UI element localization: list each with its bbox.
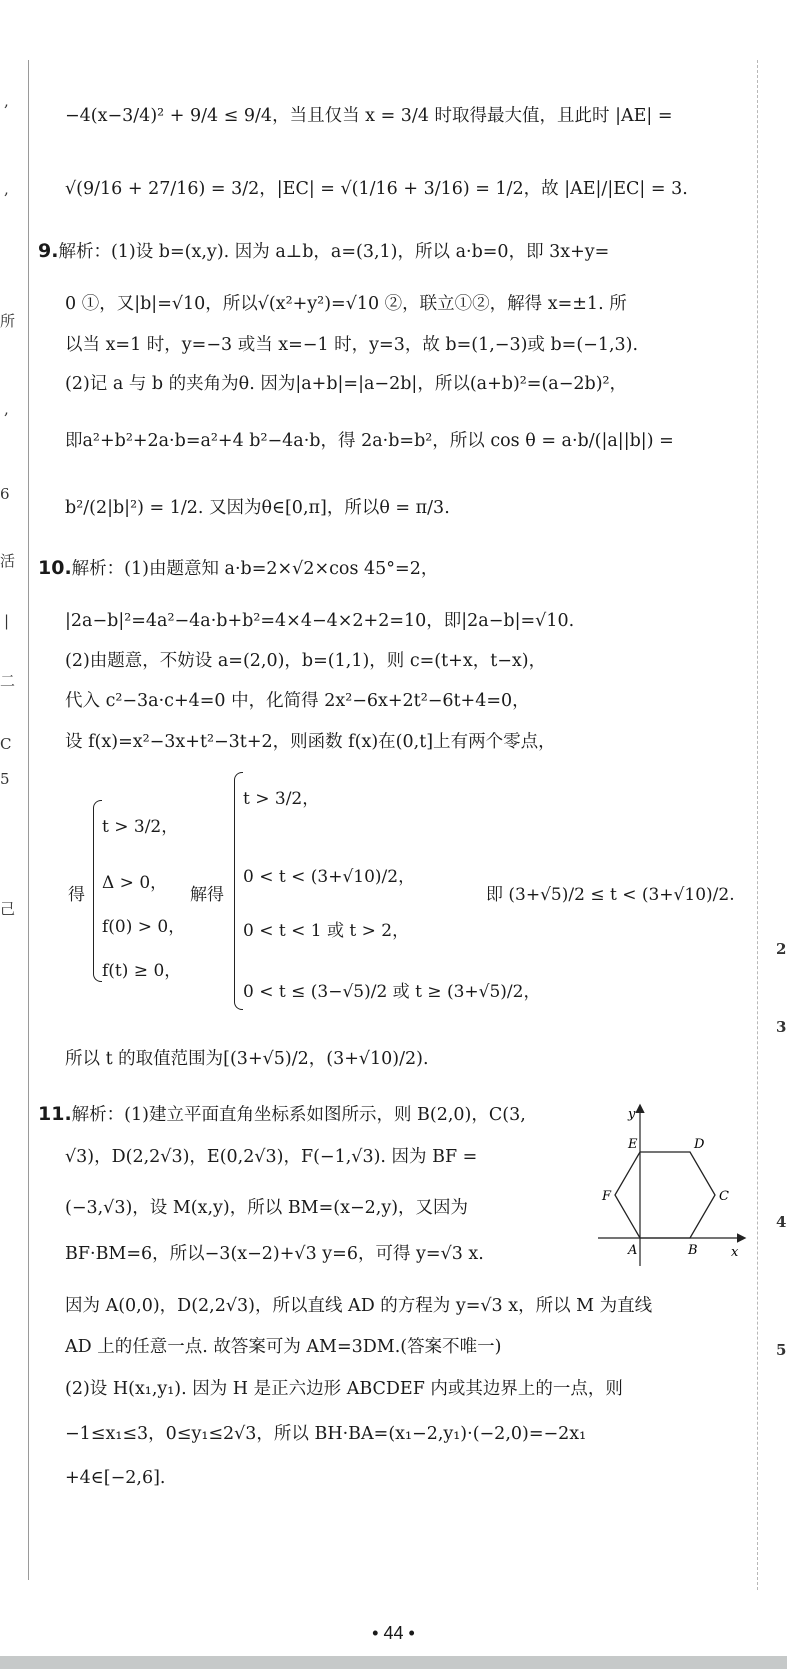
p10-line-1	[38, 557, 747, 580]
vertex-label: E	[628, 1137, 638, 1152]
left-edge-mark: ,	[4, 400, 9, 418]
sys2-row: t > 3/2，	[243, 789, 320, 809]
problem-number: 10.	[38, 557, 72, 579]
p11-line-2: √3)，D(2,2√3)，E(0,2√3)，F(−1,√3). 因为 BF =	[65, 1147, 478, 1167]
p11-line-6: AD 上的任意一点. 故答案可为 AM=3DM.(答案不唯一)	[65, 1337, 502, 1357]
sys1-row: t > 3/2，	[102, 817, 179, 837]
vertex-label: D	[694, 1137, 705, 1152]
left-margin-rule	[28, 60, 29, 1580]
left-brace	[93, 800, 102, 982]
sys2-row: 0 < t < 1 或 t > 2，	[243, 921, 410, 941]
p11-line-4: BF·BM=6，所以−3(x−2)+√3 y=6，可得 y=√3 x.	[65, 1244, 484, 1264]
right-edge-mark: 2	[776, 940, 787, 958]
p11-line-8: −1≤x₁≤3，0≤y₁≤2√3，所以 BH·BA=(x₁−2,y₁)·(−2,0)=−2x₁	[65, 1424, 587, 1444]
left-edge-mark: C	[0, 735, 12, 753]
p9-line-1	[38, 240, 747, 263]
right-edge-mark: 4	[776, 1213, 787, 1231]
vertex-label: A	[628, 1243, 638, 1258]
sys1-row: f(0) > 0，	[102, 917, 186, 937]
p11-line-1	[38, 1103, 587, 1126]
p11-line-5: 因为 A(0,0)，D(2,2√3)，所以直线 AD 的方程为 y=√3 x，所以 M 为直线	[65, 1296, 653, 1316]
right-margin-rule	[757, 60, 758, 1590]
p9-line-2: 0 ①，又|b|=√10，所以√(x²+y²)=√10 ②，联立①②，解得 x=±1. 所	[65, 294, 627, 314]
left-edge-mark: ,	[4, 92, 9, 110]
p9-line-4: (2)记 a 与 b 的夹角为θ. 因为|a+b|=|a−2b|，所以(a+b)²=(a−2b)²，	[65, 374, 628, 394]
left-edge-mark: 二	[0, 672, 16, 690]
p11-line-7: (2)设 H(x₁,y₁). 因为 H 是正六边形 ABCDEF 内或其边界上的一点，则	[65, 1379, 623, 1399]
p9-line-3: 以当 x=1 时，y=−3 或当 x=−1 时，y=3，故 b=(1,−3)或 b=(−1,3).	[65, 335, 639, 355]
x-axis-label: x	[731, 1245, 739, 1260]
jiede-label: 解得	[190, 885, 224, 905]
sys2-row: 0 < t ≤ (3−√5)/2 或 t ≥ (3+√5)/2，	[243, 982, 541, 1002]
problem-number: 9.	[38, 240, 59, 262]
p10-line-5: 设 f(x)=x²−3x+t²−3t+2，则函数 f(x)在(0,t]上有两个零点，	[65, 732, 556, 752]
p9-text: 解析：(1)设 b=(x,y). 因为 a⊥b，a=(3,1)，所以 a·b=0，即 3x+y=	[58, 242, 610, 262]
vertex-label: F	[602, 1189, 612, 1204]
footer-bar	[0, 1656, 787, 1669]
p10-text: 解析：(1)由题意知 a·b=2×√2×cos 45°=2，	[71, 559, 439, 579]
right-edge-mark: 3	[776, 1018, 787, 1036]
left-edge-mark: 6	[0, 485, 10, 503]
sys2-row: 0 < t < (3+√10)/2，	[243, 867, 416, 887]
p8-line-1: −4(x−3/4)² + 9/4 ≤ 9/4，当且仅当 x = 3/4 时取得最大值，且此时 |AE| =	[65, 106, 673, 126]
p8-line-2: √(9/16 + 27/16) = 3/2，|EC| = √(1/16 + 3/16) = 1/2，故 |AE|/|EC| = 3.	[65, 179, 688, 199]
p9-line-6: b²/(2|b|²) = 1/2. 又因为θ∈[0,π]，所以θ = π/3.	[65, 498, 450, 518]
ji-conclusion: 即 (3+√5)/2 ≤ t < (3+√10)/2.	[486, 885, 735, 905]
page-number: • 44 •	[372, 1623, 415, 1643]
left-edge-mark: 所	[0, 312, 16, 330]
right-edge-mark: 5	[776, 1341, 787, 1359]
p10-line-2: |2a−b|²=4a²−4a·b+b²=4×4−4×2+2=10，即|2a−b|=√10.	[65, 611, 575, 631]
left-edge-mark: 5	[0, 770, 10, 788]
p10-final: 所以 t 的取值范围为[(3+√5)/2，(3+√10)/2).	[65, 1049, 429, 1069]
p11-line-3: (−3,√3)，设 M(x,y)，所以 BM=(x−2,y)，又因为	[65, 1198, 469, 1218]
p11-line-9: +4∈[−2,6].	[65, 1468, 166, 1488]
problem-number: 11.	[38, 1103, 72, 1125]
p9-line-5: 即a²+b²+2a·b=a²+4 b²−4a·b，得 2a·b=b²，所以 cos θ = a·b/(|a||b|) =	[65, 431, 674, 451]
p10-line-3: (2)由题意，不妨设 a=(2,0)，b=(1,1)，则 c=(t+x，t−x)，	[65, 651, 547, 671]
hexagon-figure	[598, 1100, 748, 1270]
right-brace	[234, 772, 243, 1010]
vertex-label: B	[688, 1243, 698, 1258]
left-edge-mark: ,	[4, 180, 9, 198]
de-label: 得	[68, 885, 85, 905]
left-edge-mark: 活	[0, 552, 16, 570]
p11-text: 解析：(1)建立平面直角坐标系如图所示，则 B(2,0)，C(3,	[71, 1105, 526, 1125]
hexagon-ABCDEF	[615, 1152, 715, 1238]
y-axis-label: y	[628, 1107, 636, 1122]
sys1-row: Δ > 0，	[102, 873, 168, 893]
left-edge-mark: 己	[0, 900, 16, 918]
vertex-label: C	[719, 1189, 729, 1204]
sys1-row: f(t) ≥ 0，	[102, 961, 182, 981]
p10-line-4: 代入 c²−3a·c+4=0 中，化简得 2x²−6x+2t²−6t+4=0，	[65, 691, 530, 711]
left-edge-mark: |	[4, 612, 10, 630]
